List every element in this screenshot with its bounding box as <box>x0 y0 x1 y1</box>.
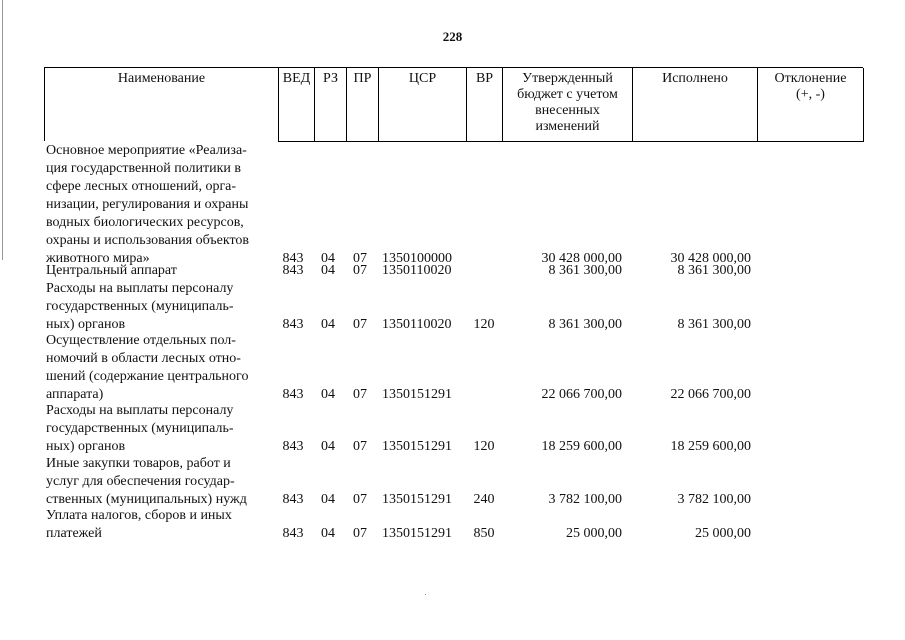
page-number: 228 <box>442 29 463 44</box>
header-rz: РЗ <box>315 68 347 142</box>
row-executed: 25 000,00 <box>695 526 751 541</box>
row-rz: 04 <box>321 526 335 541</box>
row-executed: 18 259 600,00 <box>670 439 751 454</box>
row-pr: 07 <box>353 317 367 332</box>
row-executed: 3 782 100,00 <box>677 492 751 507</box>
table-row <box>44 280 863 334</box>
row-executed: 22 066 700,00 <box>670 387 751 402</box>
table-row <box>44 507 863 543</box>
row-pr: 07 <box>353 526 367 541</box>
row-csr: 1350110020 <box>382 317 452 332</box>
row-approved: 18 259 600,00 <box>541 439 622 454</box>
scan-speck <box>425 594 426 595</box>
row-approved: 8 361 300,00 <box>548 263 622 278</box>
row-approved: 30 428 000,00 <box>541 251 622 266</box>
header-approved: Утвержденный бюджет с учетом внесенных изменений <box>503 68 633 142</box>
row-vr: 120 <box>473 439 495 454</box>
row-executed: 8 361 300,00 <box>677 317 751 332</box>
row-ved: 843 <box>282 492 304 507</box>
row-ved: 843 <box>282 251 304 266</box>
row-pr: 07 <box>353 251 367 266</box>
row-rz: 04 <box>321 387 335 402</box>
row-approved: 3 782 100,00 <box>548 492 622 507</box>
row-ved: 843 <box>282 263 304 278</box>
row-rz: 04 <box>321 439 335 454</box>
row-approved: 8 361 300,00 <box>548 317 622 332</box>
row-pr: 07 <box>353 439 367 454</box>
row-rz: 04 <box>321 492 335 507</box>
table-header <box>44 67 863 141</box>
row-name: Основное мероприятие «Реализа- ция государственной политики в сфере лесных отношений, орга- низации, регулирования и охраны водных биологических ресурсов, охраны и использования объектов животного мира» <box>46 143 250 266</box>
row-vr: 850 <box>473 526 495 541</box>
row-ved: 843 <box>282 317 304 332</box>
row-name: Уплата налогов, сборов и иных платежей <box>46 508 232 541</box>
row-pr: 07 <box>353 263 367 278</box>
table-row <box>44 262 863 280</box>
row-ved: 843 <box>282 526 304 541</box>
row-name: Иные закупки товаров, работ и услуг для обеспечения государ- ственных (муниципальных) нужд <box>46 456 247 507</box>
header-ved: ВЕД <box>279 68 315 142</box>
row-ved: 843 <box>282 439 304 454</box>
row-name: Расходы на выплаты персоналу государственных (муниципаль- ных) органов <box>46 281 234 332</box>
header-pr: ПР <box>347 68 379 142</box>
row-ved: 843 <box>282 387 304 402</box>
row-pr: 07 <box>353 492 367 507</box>
row-name: Центральный аппарат <box>46 263 177 278</box>
row-executed: 30 428 000,00 <box>670 251 751 266</box>
row-csr: 1350100000 <box>382 251 452 266</box>
table-row <box>44 142 863 268</box>
row-vr: 120 <box>473 317 495 332</box>
header-vr: ВР <box>467 68 503 142</box>
row-pr: 07 <box>353 387 367 402</box>
row-executed: 8 361 300,00 <box>677 263 751 278</box>
row-rz: 04 <box>321 251 335 266</box>
table-row <box>44 332 863 404</box>
row-vr: 240 <box>473 492 495 507</box>
table-row <box>44 455 863 509</box>
table-row <box>44 402 863 456</box>
row-name: Осуществление отдельных пол- номочий в области лесных отно- шений (содержание центрального аппарата) <box>46 333 249 402</box>
row-rz: 04 <box>321 263 335 278</box>
row-rz: 04 <box>321 317 335 332</box>
header-csr: ЦСР <box>379 68 467 142</box>
row-approved: 22 066 700,00 <box>541 387 622 402</box>
row-csr: 1350151291 <box>382 387 452 402</box>
row-csr: 1350110020 <box>382 263 452 278</box>
row-csr: 1350151291 <box>382 439 452 454</box>
header-name: Наименование <box>45 68 279 142</box>
row-approved: 25 000,00 <box>566 526 622 541</box>
row-csr: 1350151291 <box>382 526 452 541</box>
header-executed: Исполнено <box>633 68 758 142</box>
row-name: Расходы на выплаты персоналу государственных (муниципаль- ных) органов <box>46 403 234 454</box>
row-csr: 1350151291 <box>382 492 452 507</box>
header-deviation: Отклонение (+, -) <box>758 68 864 142</box>
